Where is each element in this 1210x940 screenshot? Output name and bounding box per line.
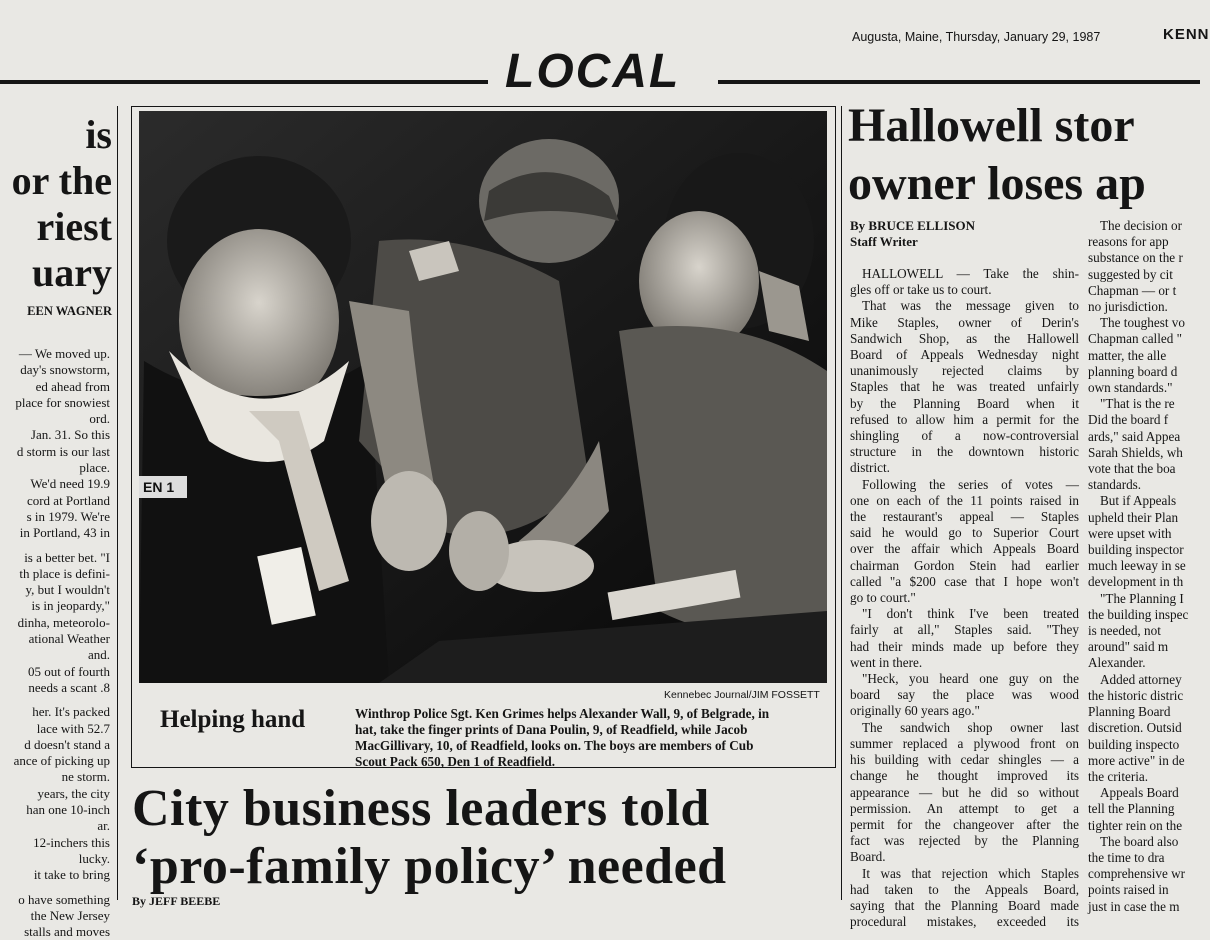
- article-line: fairly at all," Staples said. "They: [850, 622, 1079, 638]
- article-line: years, the city: [37, 785, 110, 801]
- article-line: place.: [79, 460, 110, 476]
- headline-line: ‘pro-family policy’ needed: [132, 838, 727, 895]
- article-line: Mike Staples, owner of Derin's: [850, 314, 1079, 330]
- article-line: That was the message given to: [862, 298, 1079, 314]
- article-line: permission. An attempt to get a: [850, 800, 1079, 816]
- article-line: procedural mistakes, exceeded its: [850, 914, 1079, 930]
- article-line: development in th: [1088, 574, 1184, 590]
- article-line: day's snowstorm,: [20, 362, 110, 378]
- article-line: summer replaced a plywood front on: [850, 735, 1079, 751]
- right-story-column-2: [1088, 218, 1200, 915]
- article-line: points raised in: [1088, 882, 1169, 898]
- article-line: comprehensive wr: [1088, 866, 1186, 882]
- article-line: originally 60 years ago.": [850, 703, 980, 719]
- headline-line: Hallowell stor: [848, 99, 1135, 152]
- article-line: s in 1979. We're: [26, 508, 110, 524]
- article-line: Staples that he was treated unfairly: [850, 379, 1079, 395]
- article-line: shingling of a now-controversial: [850, 428, 1079, 444]
- left-story-body: [0, 346, 110, 940]
- caption-line: hat, take the finger prints of Dana Poulin, 9, of Readfield, while Jacob: [355, 722, 748, 737]
- den-patch-text: EN 1: [143, 479, 175, 495]
- caption-line: Winthrop Police Sgt. Ken Grimes helps Alexander Wall, 9, of Belgrade, in: [355, 706, 770, 721]
- article-line: We'd need 19.9: [30, 476, 110, 492]
- article-line: "Heck, you heard one guy on the: [862, 671, 1079, 687]
- section-rule-right: [718, 80, 1200, 84]
- article-line: saying that the Planning Board made: [850, 897, 1079, 913]
- headline-line: is: [85, 112, 112, 157]
- article-line: dinha, meteorolo-: [17, 614, 110, 630]
- byline-title: Staff Writer: [850, 234, 918, 249]
- caption-headline: Helping hand: [160, 706, 306, 733]
- article-line: cord at Portland: [26, 492, 110, 508]
- article-line: went in there.: [850, 654, 923, 670]
- article-line: permit for the changeover after the: [850, 816, 1079, 832]
- article-line: Did the board f: [1088, 412, 1169, 428]
- photo-caption: [355, 706, 827, 770]
- article-line: the historic distric: [1088, 687, 1184, 703]
- right-story-headline: [848, 97, 1200, 213]
- article-line: Added attorney: [1100, 671, 1182, 687]
- article-line: is a better bet. "I: [24, 549, 110, 565]
- news-photo: [139, 111, 827, 683]
- article-line: [0, 542, 110, 550]
- article-line: It was that rejection which Staples: [862, 865, 1079, 881]
- article-line: han one 10-inch: [26, 802, 110, 818]
- article-line: th place is defini-: [19, 565, 110, 581]
- article-line: building inspector: [1088, 542, 1184, 558]
- article-line: change he thought improved its: [850, 768, 1079, 784]
- article-line: his building with cedar shingles — a: [850, 752, 1079, 768]
- photo-credit: Kennebec Journal/JIM FOSSETT: [664, 689, 820, 701]
- article-line: district.: [850, 460, 890, 476]
- article-line: Jan. 31. So this: [30, 427, 110, 443]
- section-title: LOCAL: [505, 45, 681, 98]
- left-story-headline: [0, 112, 112, 296]
- newspaper-flag-fragment: KENN: [1163, 26, 1210, 43]
- headline-line: City business leaders told: [132, 780, 710, 837]
- fingerprinting-scene-illustration: [139, 111, 827, 683]
- headline-line: or the: [11, 158, 112, 203]
- article-line: matter, the alle: [1088, 347, 1167, 363]
- article-line: standards.: [1088, 477, 1142, 493]
- article-line: appearance — but he did so without: [850, 784, 1079, 800]
- article-line: vote that the boa: [1088, 461, 1176, 477]
- article-line: upheld their Plan: [1088, 509, 1179, 525]
- article-line: Board.: [850, 849, 886, 865]
- article-line: The toughest vo: [1100, 315, 1185, 331]
- article-line: Board of Appeals Wednesday night: [850, 347, 1079, 363]
- article-line: Chapman called ": [1088, 331, 1182, 347]
- article-line: the building inspec: [1088, 606, 1189, 622]
- article-line: y, but I wouldn't: [25, 582, 110, 598]
- article-line: ne storm.: [61, 769, 110, 785]
- article-line: the time to dra: [1088, 849, 1165, 865]
- article-line: is in jeopardy,": [31, 598, 110, 614]
- boy-hand: [371, 471, 447, 571]
- article-line: just in case the m: [1088, 898, 1180, 914]
- article-line: needs a scant .8: [28, 679, 110, 695]
- byline-name: By BRUCE ELLISON: [850, 218, 975, 233]
- article-line: place for snowiest: [15, 394, 110, 410]
- article-line: Following the series of votes —: [862, 476, 1079, 492]
- article-line: called "a $200 case that I hope won't: [850, 573, 1079, 589]
- article-line: much leeway in se: [1088, 558, 1186, 574]
- article-line: fact was rejected by the Planning: [850, 833, 1079, 849]
- article-line: "The Planning I: [1100, 590, 1184, 606]
- headline-line: riest: [36, 204, 112, 249]
- article-line: the restaurant's appeal — Staples: [850, 509, 1079, 525]
- article-line: planning board d: [1088, 363, 1178, 379]
- article-line: suggested by cit: [1088, 266, 1173, 282]
- article-line: and.: [87, 647, 110, 663]
- article-line: own standards.": [1088, 380, 1173, 396]
- article-line: stalls and moves: [24, 924, 110, 940]
- article-line: her. It's packed: [32, 704, 110, 720]
- left-story-byline: EEN WAGNER: [27, 304, 112, 318]
- article-line: ord.: [89, 411, 110, 427]
- article-line: the criteria.: [1088, 768, 1149, 784]
- article-line: one on each of the 11 points raised in: [850, 492, 1079, 508]
- article-line: the New Jersey: [30, 907, 110, 923]
- caption-line: MacGillivary, 10, of Readfield, looks on. The boys are members of Cub: [355, 738, 754, 753]
- right-story-byline: [850, 218, 975, 250]
- article-line: discretion. Outsid: [1088, 720, 1182, 736]
- article-line: board say the place was wood: [850, 687, 1079, 703]
- headline-line: uary: [32, 250, 112, 295]
- article-line: Alexander.: [1088, 655, 1146, 671]
- article-line: in Portland, 43 in: [19, 525, 110, 541]
- article-line: refused to allow him a permit for the: [850, 411, 1079, 427]
- article-line: Appeals Board: [1100, 785, 1179, 801]
- article-line: had taken to the Appeals Board,: [850, 881, 1079, 897]
- article-line: The sandwich shop owner last: [862, 719, 1079, 735]
- center-story-headline: [132, 780, 727, 896]
- article-line: substance on the r: [1088, 250, 1183, 266]
- article-line: "That is the re: [1100, 396, 1175, 412]
- article-line: 12-inchers this: [33, 834, 110, 850]
- center-story-byline: By JEFF BEEBE: [132, 894, 221, 908]
- article-line: d storm is our last: [16, 443, 110, 459]
- article-line: 05 out of fourth: [28, 663, 110, 679]
- headline-line: owner loses ap: [848, 157, 1146, 210]
- article-line: is needed, not: [1088, 623, 1161, 639]
- article-line: building inspecto: [1088, 736, 1180, 752]
- article-line: [0, 884, 110, 892]
- article-line: gles off or take us to court.: [850, 282, 992, 298]
- article-line: had their minds made up before they: [850, 638, 1079, 654]
- hand: [449, 511, 509, 591]
- article-line: Sarah Shields, wh: [1088, 444, 1183, 460]
- article-line: tell the Planning: [1088, 801, 1175, 817]
- article-line: reasons for app: [1088, 234, 1169, 250]
- article-line: chairman Gordon Stein had earlier: [850, 557, 1079, 573]
- article-line: tighter rein on the: [1088, 817, 1183, 833]
- article-line: over the affair which Appeals Board: [850, 541, 1079, 557]
- article-line: were upset with: [1088, 525, 1172, 541]
- article-line: [0, 696, 110, 704]
- dateline: Augusta, Maine, Thursday, January 29, 1987: [852, 30, 1101, 44]
- article-line: more active" in de: [1088, 752, 1185, 768]
- article-line: Sandwich Shop, as the Hallowell: [850, 330, 1079, 346]
- right-story-column-1: [850, 266, 1079, 930]
- article-line: ar.: [97, 818, 110, 834]
- article-line: lace with 52.7: [36, 720, 110, 736]
- article-line: The decision or: [1100, 218, 1183, 233]
- article-line: HALLOWELL — Take the shin-: [862, 266, 1079, 281]
- article-line: d doesn't stand a: [24, 736, 110, 752]
- column-divider-right: [841, 106, 842, 900]
- article-line: around" said m: [1088, 639, 1169, 655]
- article-line: by the Planning Board when it: [850, 395, 1079, 411]
- section-rule-left: [0, 80, 488, 84]
- article-line: o have something: [18, 891, 110, 907]
- article-line: structure in the downtown historic: [850, 444, 1079, 460]
- article-line: unanimously rejected claims by: [850, 363, 1079, 379]
- article-line: lucky.: [78, 850, 110, 866]
- article-line: Chapman — or t: [1088, 282, 1177, 298]
- article-line: The board also: [1100, 833, 1179, 849]
- column-divider-left: [117, 106, 118, 900]
- article-line: ational Weather: [28, 631, 110, 647]
- article-line: ance of picking up: [13, 753, 110, 769]
- article-line: "I don't think I've been treated: [862, 606, 1079, 622]
- article-line: ards," said Appea: [1088, 428, 1181, 444]
- article-line: said he would go to Superior Court: [850, 525, 1079, 541]
- article-line: — We moved up.: [18, 346, 110, 361]
- article-line: it take to bring: [33, 867, 110, 883]
- article-line: But if Appeals: [1100, 493, 1177, 509]
- article-line: go to court.": [850, 590, 916, 606]
- article-line: no jurisdiction.: [1088, 299, 1168, 315]
- caption-line: Scout Pack 650, Den 1 of Readfield.: [355, 754, 556, 769]
- article-line: Planning Board: [1088, 704, 1171, 720]
- article-line: ed ahead from: [35, 378, 110, 394]
